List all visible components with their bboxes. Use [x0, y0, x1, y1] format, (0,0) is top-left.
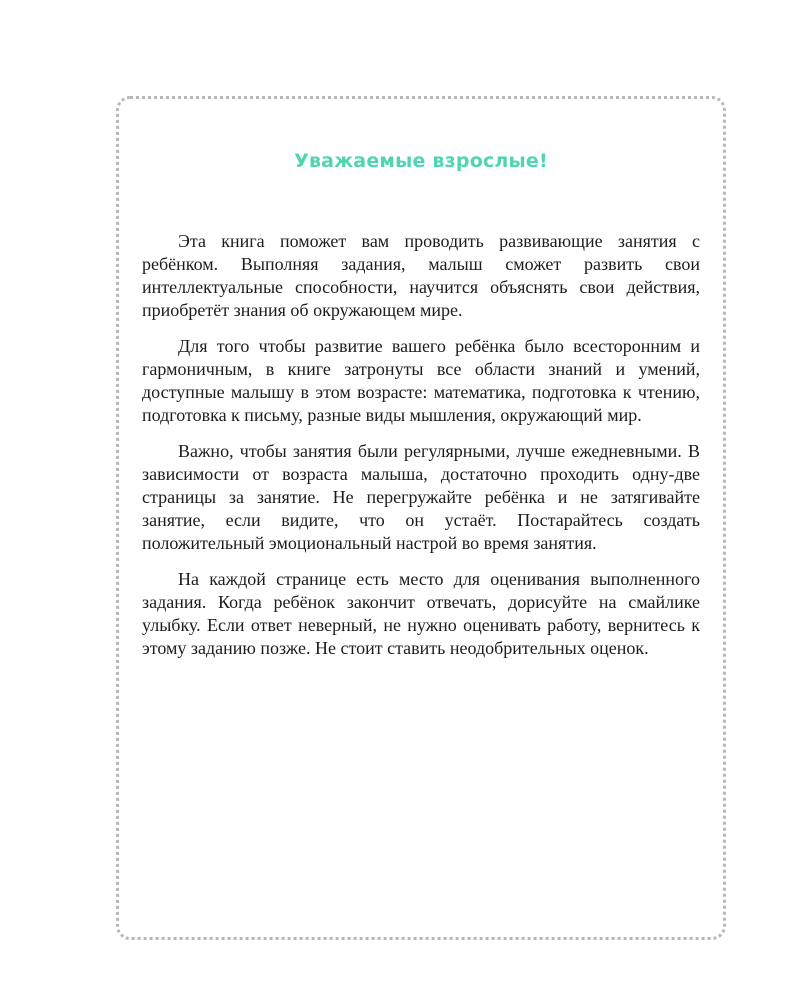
- page-title: Уважаемые взрослые!: [294, 150, 548, 172]
- paragraph-1: Эта книга поможет вам проводить развивающие занятия с ребёнком. Выполняя задания, малыш сможет развить свои интеллектуальные способности, научится объяснять свои действия, приобретёт знания об окружающем мире.: [142, 231, 700, 320]
- paragraph-3: Важно, чтобы занятия были регулярными, лучше ежедневными. В зависимости от возраста малыша, достаточно проходить одну-две страницы за занятие. Не перегружайте ребёнка и не затягивайте занятие, если видите, что он устаёт. Постарайтесь создать положительный эмоциональный настрой во время занятия.: [142, 441, 700, 553]
- body-text: [142, 230, 700, 673]
- paragraph-4: На каждой странице есть место для оценивания выполненного задания. Когда ребёнок закончит отвечать, дорисуйте на смайлике улыбку. Если ответ неверный, не нужно оценивать работу, вернитесь к этому заданию позже. Не стоит ставить неодобрительных оценок.: [142, 569, 700, 658]
- paragraph-2: Для того чтобы развитие вашего ребёнка было всесторонним и гармоничным, в книге затронуты все области знаний и умений, доступные малышу в этом возрасте: математика, подготовка к чтению, подготовка к письму, разные виды мышления, окружающий мир.: [142, 336, 700, 425]
